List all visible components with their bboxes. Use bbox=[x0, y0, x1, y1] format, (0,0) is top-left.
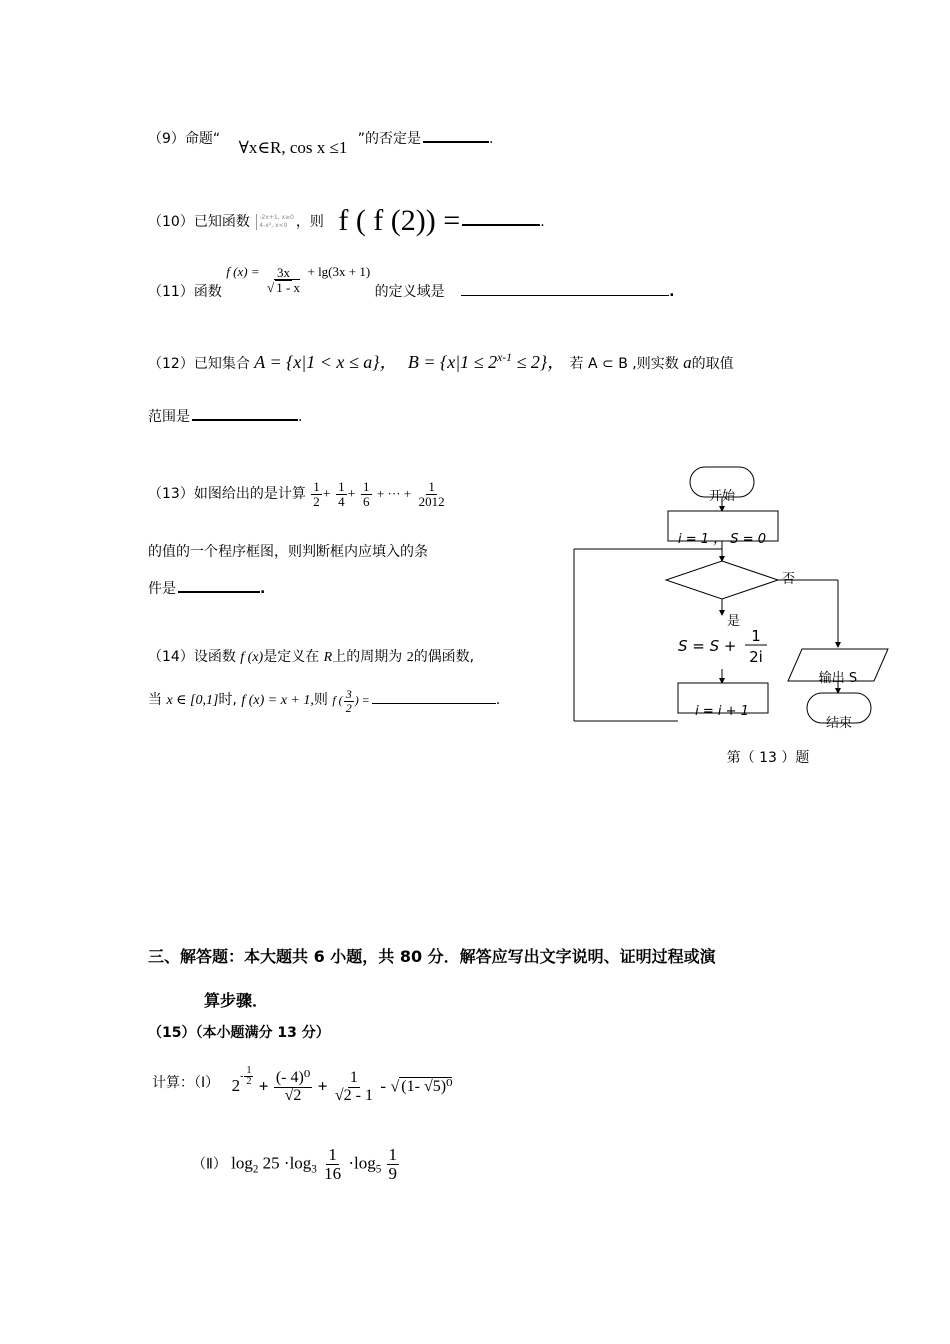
q13-t4-num: 1 bbox=[428, 479, 435, 494]
q10-piece-1: -2x+1, x≥0 bbox=[259, 214, 294, 221]
question-11 bbox=[148, 256, 675, 301]
q12-text-post: 的取值 bbox=[691, 356, 734, 372]
q14-text: 设函数 bbox=[193, 649, 236, 665]
q12-set-a: A = {x|1 < x ≤ a}， bbox=[254, 352, 398, 372]
q11-f: f (x) = bbox=[226, 264, 260, 280]
q15-frac-1 bbox=[322, 1146, 343, 1183]
q14-line2-b: 时, bbox=[218, 691, 237, 708]
flow-start-label: 开始 bbox=[708, 489, 736, 504]
question-13 bbox=[148, 480, 448, 508]
q15-p3-num: 1 bbox=[349, 1069, 358, 1086]
q11-den-radicand: 1 - x bbox=[276, 279, 301, 295]
q13-term-4 bbox=[417, 480, 447, 508]
q10-answer-blank bbox=[462, 224, 540, 226]
q14-number: （14） bbox=[148, 649, 194, 665]
flow-update-pre: S = S + bbox=[678, 637, 737, 655]
section-3-heading: 三、解答题：本大题共 6 小题，共 80 分．解答应写出文字说明、证明过程或演 bbox=[148, 947, 716, 966]
q13-answer-blank bbox=[178, 591, 260, 593]
flow-caption: 第（ 13 ）题 bbox=[726, 750, 810, 766]
q15-minus: - bbox=[380, 1076, 387, 1096]
question-13-line3 bbox=[148, 578, 265, 598]
q11-log: + lg(3x + 1) bbox=[307, 264, 371, 280]
question-14 bbox=[148, 646, 474, 666]
q14-period: . bbox=[495, 691, 501, 708]
q15-p1-exp bbox=[240, 1066, 254, 1088]
q13-t2-den: 4 bbox=[338, 493, 345, 509]
q14-answer-blank bbox=[372, 703, 496, 704]
q15-p1-exp-frac bbox=[244, 1066, 253, 1088]
q13-line3-text: 件是 bbox=[148, 581, 176, 597]
q11-denominator: √ 1 - x bbox=[267, 279, 301, 295]
q10-piecewise bbox=[256, 214, 294, 230]
q13-term-3 bbox=[361, 480, 372, 508]
q13-term-2 bbox=[336, 480, 347, 508]
q12-period: . bbox=[298, 409, 303, 425]
q15-frac-2-num: 1 bbox=[388, 1145, 397, 1164]
q15-part-1 bbox=[152, 1064, 453, 1105]
q15-frac-1-den: 16 bbox=[324, 1163, 342, 1183]
q10-text: 已知函数 bbox=[193, 214, 250, 230]
question-10 bbox=[148, 200, 545, 237]
q13-dots: + ··· + bbox=[376, 486, 412, 502]
q9-text-post: ”的否定是 bbox=[357, 131, 422, 147]
q13-t3-num: 1 bbox=[363, 479, 370, 494]
q15-plus-1: + bbox=[258, 1076, 269, 1096]
q10-text-mid: ，则 bbox=[295, 214, 324, 230]
q12-answer-blank bbox=[192, 419, 298, 421]
q9-text: 命题“ bbox=[184, 131, 221, 147]
q14-f32 bbox=[332, 687, 370, 715]
q11-number: （11） bbox=[148, 284, 194, 301]
q15-p1-exp-den: 2 bbox=[246, 1076, 252, 1088]
q12-line2-text: 范围是 bbox=[148, 409, 190, 425]
question-14-line2 bbox=[148, 688, 500, 714]
flow-end-label: 结束 bbox=[825, 716, 853, 731]
q15-frac-2-den: 9 bbox=[388, 1163, 397, 1183]
q11-period: . bbox=[669, 284, 675, 301]
q12-set-b-pre: B = {x|1 ≤ 2 bbox=[407, 352, 498, 372]
q15-p3-den: √2 - 1 bbox=[334, 1086, 373, 1104]
q14-line2-a: 当 bbox=[148, 691, 162, 708]
q13-t3-den: 6 bbox=[363, 493, 370, 509]
q15-p4-radicand: (1- √5)⁰ bbox=[401, 1078, 453, 1096]
section-3-heading-line2: 算步骤． bbox=[204, 991, 269, 1010]
q12-set-b-post: ≤ 2}， bbox=[512, 352, 566, 372]
flow-update-num: 1 bbox=[751, 627, 761, 645]
question-12 bbox=[148, 348, 734, 374]
flow-yes-label: 是 bbox=[727, 614, 741, 629]
q13-t4-den: 2012 bbox=[418, 493, 445, 509]
flow-inc-label: i = i + 1 bbox=[695, 704, 749, 719]
q12-condition: 若 A ⊂ B ,则实数 bbox=[569, 356, 679, 372]
q12-text: 已知集合 bbox=[193, 356, 250, 372]
q15-part2-label: （Ⅱ） bbox=[192, 1156, 227, 1173]
q15-term-2 bbox=[274, 1070, 312, 1105]
q14-period-value: 2 bbox=[406, 650, 414, 665]
q10-math: f ( f (2)) = bbox=[338, 204, 461, 237]
q12-set-b-exp: x-1 bbox=[497, 351, 512, 364]
q14-interval: x ∈ [0,1] bbox=[166, 692, 219, 708]
q13-t1-num: 1 bbox=[313, 479, 320, 494]
q15-log-1: log bbox=[231, 1153, 253, 1173]
q11-answer-blank bbox=[461, 295, 669, 296]
q15-title: （15）（本小题满分 13 分） bbox=[148, 1025, 330, 1041]
q13-text: 如图给出的是计算 bbox=[193, 486, 306, 503]
q10-period: . bbox=[540, 214, 545, 230]
q13-number: （13） bbox=[148, 486, 194, 503]
q14-text-mid1: 是定义在 bbox=[263, 649, 320, 665]
q14-text-mid2: 上的周期为 bbox=[332, 649, 403, 665]
q15-frac-2 bbox=[387, 1146, 400, 1183]
question-12-line2 bbox=[148, 406, 302, 426]
q15-term-3 bbox=[333, 1070, 375, 1105]
q15-p1-exp-sign: - bbox=[240, 1071, 244, 1083]
q15-part-2 bbox=[192, 1146, 400, 1183]
q14-f32-frac bbox=[344, 688, 354, 714]
q14-fdef: f (x) = x + 1, bbox=[241, 692, 314, 708]
q13-term-1 bbox=[311, 480, 322, 508]
q15-plus-2: + bbox=[317, 1076, 328, 1096]
q15-term-4: √ (1- √5)⁰ bbox=[390, 1078, 453, 1096]
q10-piece-2: 4-x², x<0 bbox=[259, 222, 288, 229]
q14-f32-a: f ( bbox=[332, 692, 343, 707]
q14-fx: f (x) bbox=[240, 650, 264, 665]
flow-output-label: 输出 S bbox=[818, 671, 858, 686]
question-13-line2: 的值的一个程序框图，则判断框内应填入的条 bbox=[148, 544, 428, 560]
q15-p1-base: 2 bbox=[231, 1076, 241, 1096]
q11-text: 函数 bbox=[193, 284, 222, 301]
q14-line2-c: 则 bbox=[313, 691, 328, 708]
q11-text-post: 的定义域是 bbox=[374, 284, 445, 301]
q15-calc-label: 计算：（Ⅰ） bbox=[152, 1075, 220, 1092]
q13-plus-1: + bbox=[322, 487, 331, 503]
q14-r: R bbox=[323, 650, 333, 665]
q11-fraction bbox=[265, 266, 302, 294]
q15-p2-num: (- 4)⁰ bbox=[275, 1069, 311, 1086]
q14-f32-b: ) = bbox=[354, 692, 370, 707]
flow-no-label: 否 bbox=[782, 572, 796, 587]
q13-period: . bbox=[260, 581, 266, 597]
q14-text-post: 的偶函数, bbox=[413, 649, 475, 665]
q15-log-3: ·log bbox=[348, 1153, 376, 1173]
q14-f32-num: 3 bbox=[345, 687, 352, 701]
q9-answer-blank bbox=[423, 141, 489, 143]
q13-t2-num: 1 bbox=[338, 479, 345, 494]
q15-log-3-base: 5 bbox=[375, 1163, 382, 1176]
q14-f32-den: 2 bbox=[345, 700, 352, 715]
q15-log-1-arg: 25 ·log bbox=[262, 1153, 312, 1173]
question-9 bbox=[148, 128, 494, 157]
q15-term-1 bbox=[231, 1064, 259, 1096]
q10-number: （10） bbox=[148, 214, 194, 230]
flow-update-den: 2i bbox=[749, 648, 763, 666]
q15-frac-1-num: 1 bbox=[328, 1145, 337, 1164]
q15-p2-den: √2 bbox=[284, 1086, 302, 1104]
q12-set-b bbox=[408, 352, 565, 372]
flowchart bbox=[560, 455, 920, 775]
q13-plus-2: + bbox=[347, 487, 356, 503]
flow-decision bbox=[666, 561, 778, 599]
q15-log-1-base: 2 bbox=[252, 1163, 259, 1176]
q12-var: a bbox=[683, 353, 692, 372]
q9-number: （9） bbox=[148, 131, 185, 147]
q15-p1-exp-num: 1 bbox=[246, 1064, 252, 1076]
flow-init-label: i = 1 ， S = 0 bbox=[678, 532, 766, 547]
q15-log-2-base: 3 bbox=[311, 1163, 317, 1176]
q13-t1-den: 2 bbox=[313, 493, 320, 509]
q9-period: . bbox=[489, 131, 494, 147]
q9-math: ∀x∈R, cos x ≤1 bbox=[238, 138, 348, 157]
q12-number: （12） bbox=[148, 356, 194, 372]
q11-numerator: 3x bbox=[277, 265, 291, 280]
